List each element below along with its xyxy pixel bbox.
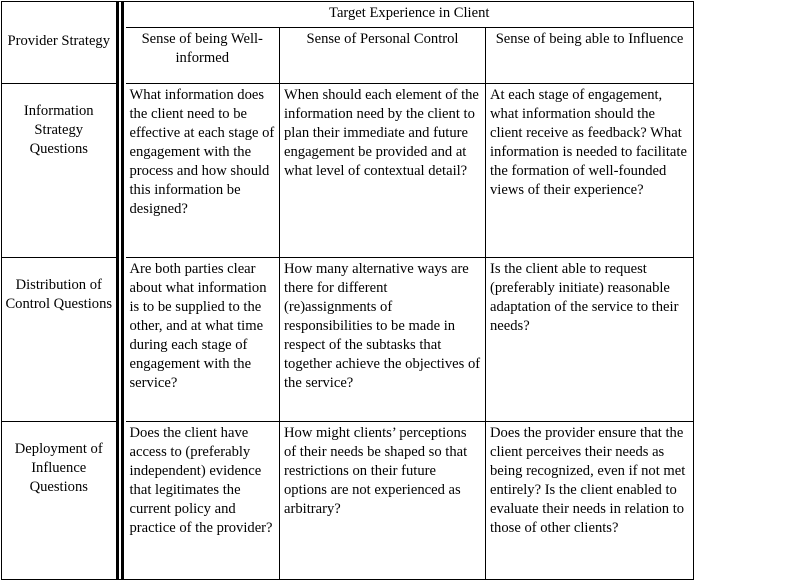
double-rule-divider [116, 2, 126, 580]
table-header-row-1 [2, 2, 694, 28]
table-cell: At each stage of engagement, what information should the client receive as feedback? What information is needed to facilitate the formation of well-founded views of their experience? [486, 84, 694, 258]
table-cell: Are both parties clear about what information is to be supplied to the other, and at what time during each stage of engagement with the service? [126, 258, 280, 422]
table-row [2, 84, 694, 258]
table-cell: When should each element of the information need by the client to plan their immediate and future engagement be provided and at what level of contextual detail? [280, 84, 486, 258]
table-row [2, 258, 694, 422]
target-experience-header: Target Experience in Client [126, 2, 694, 28]
table-cell: Does the provider ensure that the client perceives their needs as being recognized, even if not met entirely? Is the client enabled to evaluate their needs in relation to those of other clients? [486, 422, 694, 580]
strategy-table [1, 1, 694, 580]
row-label-distribution-of-control: Distribution of Control Questions [2, 258, 116, 422]
table-cell: Does the client have access to (preferably independent) evidence that legitimates the current policy and practice of the provider? [126, 422, 280, 580]
table-row [2, 422, 694, 580]
column-header-well-informed: Sense of being Well-informed [126, 28, 280, 84]
table-cell: What information does the client need to be effective at each stage of engagement with the process and how should this information be designed? [126, 84, 280, 258]
row-label-information-strategy: Information Strategy Questions [2, 84, 116, 258]
column-header-influence: Sense of being able to Influence [486, 28, 694, 84]
table-cell: Is the client able to request (preferably initiate) reasonable adaptation of the service to their needs? [486, 258, 694, 422]
table-cell: How many alternative ways are there for different (re)assignments of responsibilities to be made in respect of the subtasks that together achieve the objectives of the service? [280, 258, 486, 422]
row-label-deployment-of-influence: Deployment of Influence Questions [2, 422, 116, 580]
table-cell: How might clients’ perceptions of their needs be shaped so that restrictions on their future options are not experienced as arbitrary? [280, 422, 486, 580]
provider-strategy-header: Provider Strategy [2, 2, 116, 84]
column-header-personal-control: Sense of Personal Control [280, 28, 486, 84]
